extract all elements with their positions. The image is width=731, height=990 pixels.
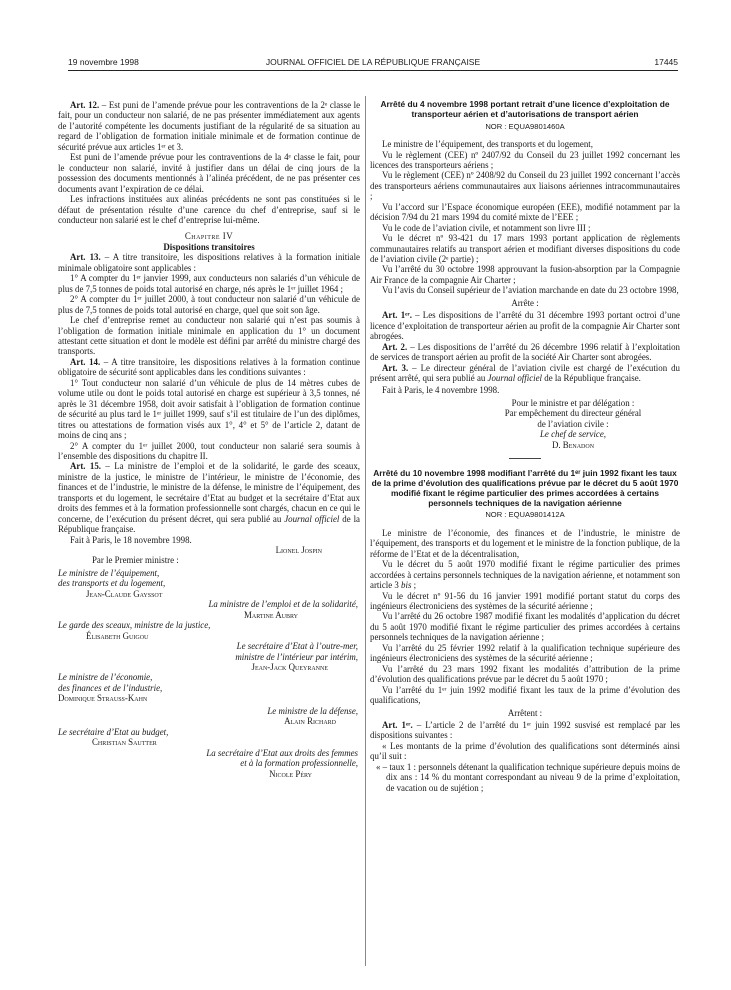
- arrete-1-visa: Vu l’arrêté du 30 octobre 1998 approuvant la fusion-absorption par la Compagnie Air France de la compagnie Air Charter ;: [370, 264, 680, 285]
- signatory-name: Élisabeth Guigou: [86, 630, 149, 641]
- signatory-title: La ministre de l’emploi et de la solidarité,: [208, 599, 358, 610]
- signatory-title: Le secrétaire d’Etat au budget,: [58, 726, 169, 737]
- article-13-paragraph: Le chef d’entreprise remet au conducteur non salarié qui n’est pas soumis à l’obligation de formation initiale minimale en application du 1° un document attestant cette situation et dont le modèle est défini par arrêté du ministre chargé des transports.: [58, 315, 360, 357]
- signature-prime-minister: Lionel Jospin: [275, 545, 322, 556]
- signatory-title: des transports et du logement,: [58, 578, 166, 589]
- arrete-2-visa: Vu l’arrêté du 26 octobre 1987 modifié fixant les modalités d’application du décret du 5 août 1970 modifié fixant le régime particulier des primes accordées à certains personnels techniques de la navigation aérienne ;: [370, 611, 680, 643]
- article-label: Art. 1ᵉʳ.: [382, 310, 412, 321]
- chapter-title: Dispositions transitoires: [163, 241, 255, 252]
- arrete-1-arrete: Arrête :: [511, 297, 539, 308]
- left-column: [58, 100, 360, 779]
- arrete-2-visa: Vu l’arrêté du 1ᵉʳ juin 1992 modifié fixant les taux de la prime d’évolution des qualifications,: [370, 684, 680, 706]
- arrete-2-quote-2: « – taux 1 : personnels détenant la qualification technique supérieure depuis moins de dix ans : 14 % du montant correspondant au niveau 9 de la prime d’exploitation, de vacation ou de sujétion ;: [376, 761, 680, 793]
- arrete-2-article-1: [370, 720, 680, 741]
- article-14-text: – A titre transitoire, les dispositions relatives à la formation continue obligatoire de sécurité sont applicables dans les conditions suivantes :: [58, 356, 360, 378]
- article-text-end: de la République française.: [542, 373, 641, 384]
- header-journal-title: JOURNAL OFFICIEL DE LA RÉPUBLIQUE FRANÇAISE: [265, 57, 481, 67]
- arrete-1-visa: Vu le règlement (CEE) nº 2408/92 du Conseil du 23 juillet 1992 concernant l’accès des transporteurs aériens communautaires aux liaisons aériennes intracommunautaires ;: [370, 170, 680, 202]
- signatory-title: Le ministre de l’équipement,: [58, 567, 160, 578]
- signatory-title: ministre de l’intérieur par intérim,: [235, 651, 358, 662]
- signature-line: de l’aviation civile :: [537, 418, 609, 429]
- article-text: – Les dispositions de l’arrêté du 26 décembre 1996 relatif à l’exploitation de services de transport aérien au profit de la société Air Charter sont abrogées.: [370, 341, 680, 363]
- article-label: Art. 3.: [382, 362, 409, 373]
- article-15-text: – La ministre de l’emploi et de la solidarité, le garde des sceaux, ministre de la justice, le ministre de l’intérieur, le ministre de l’économie, des finances et de l’industrie, le ministre de la défense, le ministre de l’équipement, des transports et du logement, le secrétaire d’Etat au budget et la secrétaire d’Etat aux droits des femmes et à la formation professionnelle sont chargés, chacun en ce qui le concerne, de l’exécution du présent décret, qui sera publié au: [58, 461, 360, 524]
- article-14-item-2: 2° A compter du 1ᵉʳ juillet 2000, tout conducteur non salarié sera soumis à l’ensemble des dispositions du chapitre II.: [58, 440, 360, 461]
- arrete-1-signature: [370, 398, 680, 450]
- arrete-1-visa: Vu le code de l’aviation civile, et notamment son livre III ;: [382, 222, 591, 233]
- page-header: [68, 57, 678, 71]
- article-14-intro: [58, 357, 360, 378]
- article-text: – Le directeur général de l’aviation civile est chargé de l’exécution du présent arrêté, qui sera publié au: [370, 362, 680, 384]
- arrete-1-title: Arrêté du 4 novembre 1998 portant retrait d’une licence d’exploitation de transporteur aérien et d’autorisations de transport aérien: [380, 99, 670, 119]
- signatory-title: Le garde des sceaux, ministre de la justice,: [58, 620, 211, 631]
- signature-block-budget: [58, 727, 360, 748]
- signatory-title: des finances et de l’industrie,: [58, 682, 163, 693]
- article-12-paragraph-2: Est puni de l’amende prévue pour les contraventions de la 4ᵉ classe le fait, pour le conducteur non salarié, invité à justifier dans un délai de cinq jours de la possession des documents mentionnés à l’alinéa précédent, de ne pas présenter ces documents avant l’expiration de ce délai.: [58, 152, 360, 194]
- signatory-name: Nicole Péry: [269, 768, 312, 779]
- arrete-1-visa: Vu l’accord sur l’Espace économique européen (EEE), modifié notamment par la décision 7/94 du 21 mars 1994 du comité mixte de l’EEE ;: [370, 201, 680, 223]
- header-rule: [68, 70, 678, 71]
- signatory-name: Jean-Claude Gayssot: [86, 588, 163, 599]
- arrete-1-visa: Vu le règlement (CEE) nº 2407/92 du Conseil du 23 juillet 1992 concernant les licences des transporteurs aériens ;: [370, 149, 680, 170]
- arrete-2-visa: Vu l’arrêté du 25 février 1992 relatif à la qualification technique supérieure des ingénieurs électroniciens des systèmes de la sécurité aérienne ;: [370, 642, 680, 664]
- signature-by-line: Par le Premier ministre :: [92, 555, 179, 566]
- chapter-heading: Chapitre IV: [184, 231, 234, 242]
- signature-block-outre-mer: [58, 641, 360, 672]
- visa-text: Vu le décret du 5 août 1970 modifié fixant le régime particulier des primes accordées à certains personnels techniques de la navigation aérienne, et notamment son article 3: [370, 559, 681, 591]
- signatory-title: Le ministre de la défense,: [267, 705, 358, 716]
- arrete-1-preamble: Le ministre de l’équipement, des transports et du logement,: [382, 139, 593, 150]
- arrete-1-visa: Vu le décret nº 93-421 du 17 mars 1993 portant application de règlements communautaires relatifs au transport aérien et modifiant diverses dispositions du code de l’aviation civile (2ᵉ partie) ;: [370, 233, 680, 265]
- arrete-1-visa: Vu l’avis du Conseil supérieur de l’aviation marchande en date du 23 octobre 1998,: [382, 285, 679, 296]
- signature-line: Par empêchement du directeur général: [504, 408, 642, 419]
- signatory-title: La secrétaire d’Etat aux droits des femmes: [206, 747, 358, 758]
- arrete-1-article-3: [370, 363, 680, 384]
- article-15-journal-ref: Journal officiel: [284, 513, 340, 524]
- arrete-2-arretent: Arrêtent :: [507, 707, 543, 718]
- arrete-2-quote-1: « Les montants de la prime d’évolution des qualifications sont déterminés ainsi qu’il suit :: [370, 740, 680, 762]
- article-14-label: Art. 14.: [70, 356, 101, 367]
- column-divider: [365, 96, 366, 966]
- article-13-item-2: 2° A compter du 1ᵉʳ juillet 2000, à tout conducteur non salarié d’un véhicule de plus de 7,5 tonnes de poids total autorisé en charge, quel que soit son âge.: [58, 294, 360, 315]
- article-15-label: Art. 15.: [70, 461, 101, 472]
- signatory-name: Martine Aubry: [243, 609, 298, 620]
- header-date: 19 novembre 1998: [68, 57, 139, 67]
- article-text: – Les dispositions de l’arrêté du 31 décembre 1993 portant octroi d’une licence d’exploitation de transporteur aérien au profit de la compagnie Air Charter sont abrogées.: [370, 310, 680, 342]
- article-12-paragraph-3: Les infractions instituées aux alinéas précédents ne sont pas constituées si le défaut de présentation résulte d’une carence du chef d’entreprise, sauf si le conducteur non salarié est le chef d’entreprise lui-même.: [58, 194, 360, 225]
- signature-block-economie: [58, 672, 360, 703]
- arrete-2-visa: Vu le décret nº 91-56 du 16 janvier 1991 modifié portant statut du corps des ingénieurs électroniciens des systèmes de la sécurité aérienne ;: [370, 590, 680, 611]
- signatory-name: Alain Richard: [284, 716, 336, 727]
- article-14-item-1: 1° Tout conducteur non salarié d’un véhicule de plus de 14 mètres cubes de volume utile ou dont le poids total autorisé en charge est supérieur à 3,5 tonnes, né après le 31 décembre 1958, doit avoir satisfait à l’obligation de formation continue de sécurité au plus tard le 1ᵉʳ juillet 1999, sauf s’il est titulaire de l’un des diplômes, titres ou attestations de formation visés aux 1°, 4° et 5° de l’article 2, datant de moins de cinq ans ;: [58, 377, 360, 441]
- arrete-2-preamble: Le ministre de l’économie, des finances et de l’industrie, le ministre de l’équipement, des transports et du logement et le ministre de la fonction publique, de la réforme de l’Etat et de la décentralisation,: [370, 527, 680, 559]
- header-page-number: 17445: [654, 57, 678, 67]
- visa-end: ;: [411, 580, 417, 591]
- signature-line: Pour le ministre et par délégation :: [511, 397, 635, 408]
- right-column: [370, 100, 680, 793]
- signatory-name: D. Benadon: [551, 439, 595, 450]
- signature-block-droits-femmes: [58, 748, 360, 779]
- signatory-name: Christian Sautter: [92, 737, 157, 748]
- article-label: Art. 1ᵉʳ.: [382, 719, 413, 730]
- signatory-name: Jean-Jack Queyranne: [251, 662, 328, 673]
- signature-block-defense: [58, 706, 360, 727]
- arrete-1-article-1: [370, 310, 680, 341]
- arrete-1-nor: NOR : EQUA9801460A: [485, 121, 565, 131]
- signature-block-equipement: [58, 568, 360, 599]
- article-12-paragraph-1: [58, 100, 360, 152]
- article-12-text: – Est puni de l’amende prévue pour les contraventions de la 2ᵉ classe le fait, pour un conducteur non salarié, de ne pas présenter immédiatement aux agents de l’autorité compétente les documents justifiant de la régularité de sa situation au regard de l’obligation de formation initiale minimale et de formation continue de sécurité prévue aux articles 1ᵉʳ et 3.: [58, 100, 361, 152]
- signatory-title: et à la formation professionnelle,: [240, 758, 358, 769]
- signature-block-justice: [58, 620, 360, 641]
- article-13-text: – A titre transitoire, les dispositions relatives à la formation initiale minimale obligatoire sont applicables :: [58, 252, 360, 273]
- visa-bis: bis: [401, 580, 412, 591]
- arrete-1-article-2: [370, 342, 680, 363]
- arrete-2-nor: NOR : EQUA9801412A: [485, 510, 565, 520]
- article-13-label: Art. 13.: [70, 252, 101, 263]
- signatory-name: Dominique Strauss-Kahn: [58, 693, 148, 704]
- arrete-1-done-at: Fait à Paris, le 4 novembre 1998.: [382, 385, 500, 396]
- journal-ref: Journal officiel: [487, 373, 543, 384]
- decree-done-at: Fait à Paris, le 18 novembre 1998.: [70, 534, 192, 545]
- signature-block-emploi: [58, 599, 360, 620]
- section-separator: [509, 458, 541, 459]
- article-label: Art. 2.: [382, 341, 408, 352]
- arrete-2-visa: Vu l’arrêté du 23 mars 1992 fixant les modalités d’attribution de la prime d’évolution des qualifications prévue par le décret du 5 août 1970 ;: [370, 663, 680, 685]
- article-15-paragraph: [58, 461, 360, 534]
- arrete-2-visa: [370, 559, 680, 590]
- arrete-2-title: Arrêté du 10 novembre 1998 modifiant l’arrêté du 1ᵉʳ juin 1992 fixant les taux de la prime d’évolution des qualifications prévue par le décret du 5 août 1970 modifié fixant le régime particulier des primes accordées à certains personnels techniques de la navigation aérienne: [371, 468, 679, 508]
- signature-line: Le chef de service,: [539, 429, 607, 440]
- article-12-label: Art. 12.: [70, 100, 100, 110]
- article-15-end: de la République française.: [58, 513, 360, 535]
- signatory-title: Le secrétaire d’Etat à l’outre-mer,: [236, 641, 358, 652]
- article-13-item-1: 1° A compter du 1ᵉʳ janvier 1999, aux conducteurs non salariés d’un véhicule de plus de 7,5 tonnes de poids total autorisé en charge, nés après le 1ᵉʳ juillet 1964 ;: [58, 273, 360, 294]
- article-text: – L’article 2 de l’arrêté du 1ᵉʳ juin 1992 susvisé est remplacé par les dispositions suivantes :: [370, 719, 680, 741]
- article-13-intro: [58, 252, 360, 273]
- signatory-title: Le ministre de l’économie,: [58, 672, 153, 683]
